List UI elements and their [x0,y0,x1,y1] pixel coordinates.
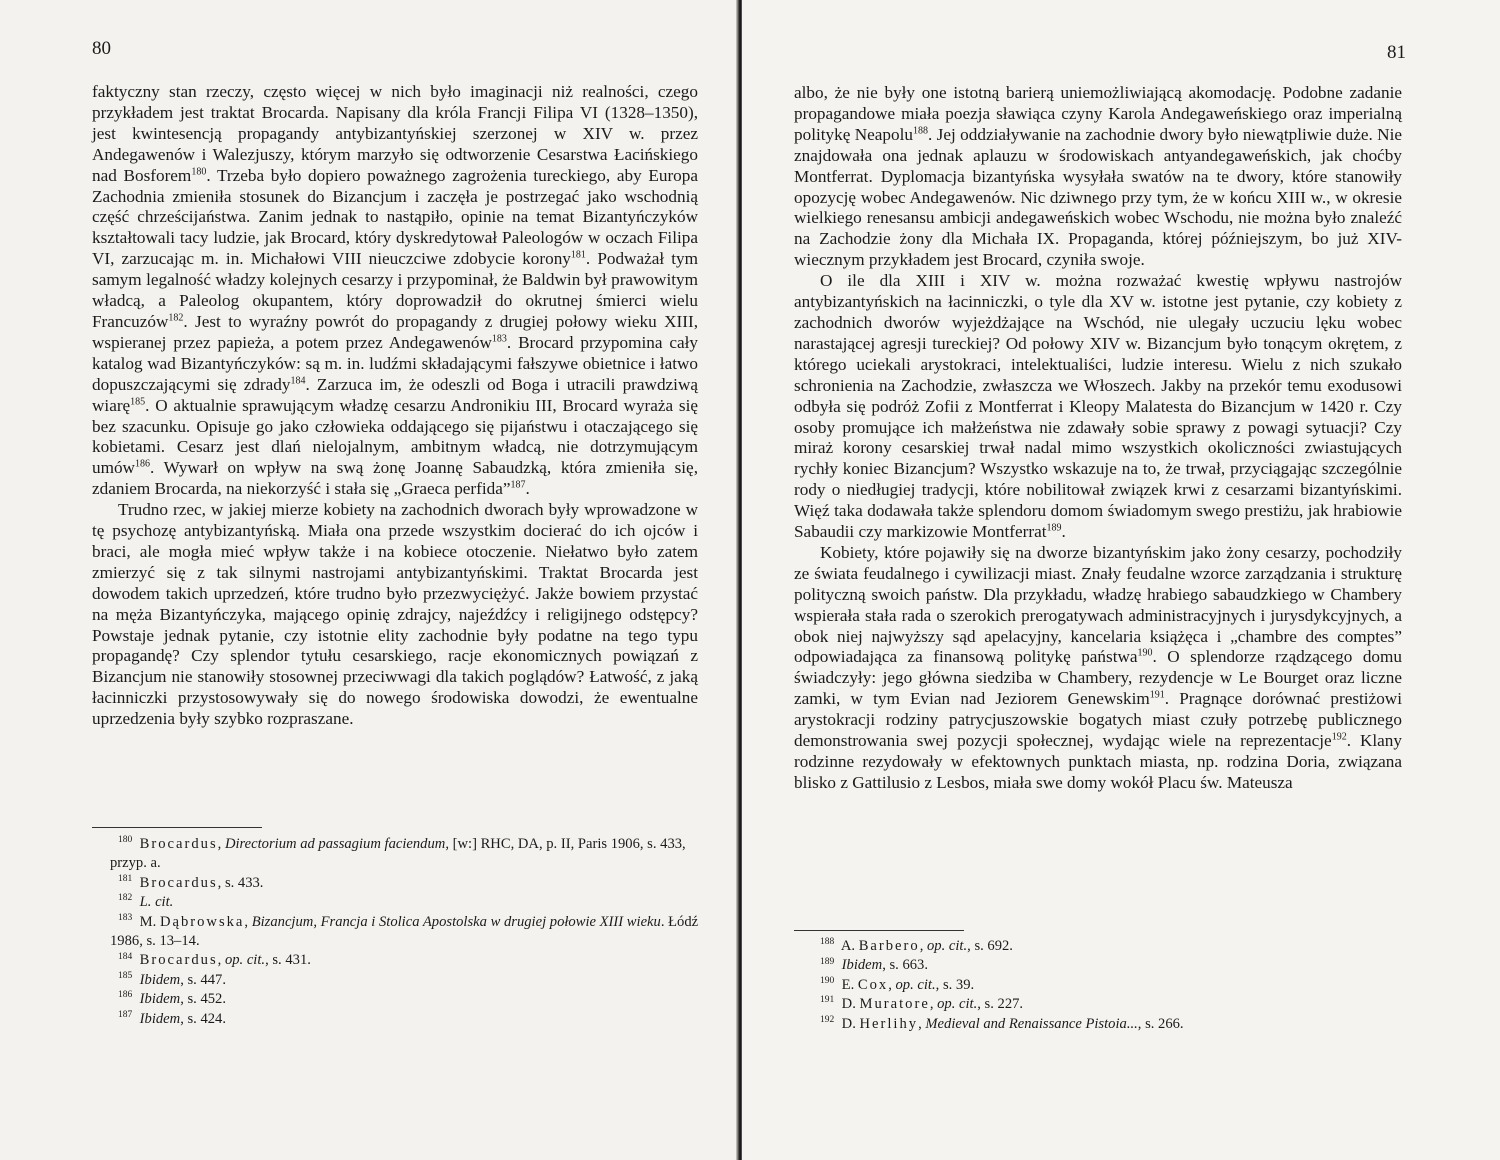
body-text [794,83,1402,794]
text-run: . Podważał tym samym legalność władzy kolejnych cesarzy i przypominał, że Baldwin był prawowitym władcą, a Paleolog okupantem, który doprowadził do okrutnej śmierci wielu Francuzów [92,249,698,331]
text-run: , [919,938,927,954]
text-run: , [929,996,938,1013]
italic-text: Bizancjum, Francja i Stolica Apostolska w drugiej połowie XIII wieku [251,913,661,930]
footnote-ref: 192 [1331,731,1347,743]
italic-text: Directorium ad passagium faciendum [224,836,446,852]
footnote: 182 L. cit. [118,893,174,911]
italic-text: op. cit. [937,996,978,1013]
text-run: . Jest to wyraźny powrót do propagandy z drugiej połowy wieku XIII, wspieranej przez papieża, a potem przez Andegawenów [92,311,698,352]
author-name: Herlihy [859,1015,919,1032]
italic-text: op. cit. [927,938,968,954]
footnote-ref: 181 [570,249,586,261]
italic-text: Ibidem [841,957,883,974]
italic-text: op. cit. [895,976,936,993]
footnote: 183 M. Dąbrowska, Bizancjum, Francja i Stolica Apostolska w drugiej połowie XIII wieku. Łódź 1986, s. 13–14. [110,912,699,950]
author-name: Brocardus [139,874,218,891]
footnote-ref: 182 [168,312,184,324]
footnote-ref: 185 [130,395,146,407]
footnotes [794,937,1402,1034]
text-run: , s. 692. [967,938,1013,954]
footnote: 184 Brocardus, op. cit., s. 431. [118,951,311,969]
paragraph [92,82,698,500]
author-name: Brocardus [139,952,218,969]
footnote-ref: 184 [290,374,306,386]
text-run: faktyczny stan rzeczy, często więcej w nich było imaginacji niż realności, czego przykładem jest traktat Brocarda. Napisany dla króla Francji Filipa VI (1328–1350), jest kwintesencją propagandy antybizantyńskiej szerzonej w XIV w. przez Andegawenów i Walezjuszy, którym marzyło się odtworzenie Cesarstwa Łacińskiego nad Bosforem [92,82,698,185]
text-run: , s. 447. [180,971,226,988]
author-name: Barbero [858,938,920,954]
text-run: . Łódź 1986, s. 13–14. [110,913,699,950]
text-run: O ile dla XIII i XIV w. można rozważać kwestię wpływu nastrojów antybizantyńskich na łacinniczki, o tyle dla XV w. istotne jest pytanie, czy kobiety z zachodnich dworów wyjeżdżające na Wschód, nie ulegały uczuciu lęku wobec narastającej agresji tureckiej? Od połowy XIV w. Bizancjum było tonącym okrętem, z którego uciekali arystokraci, intelektualiści, ludzie interesu. Wielu z nich szukało schronienia na Zachodzie, zwłaszcza we Włoszech. Jakby na przekór temu exodusowi odbyła się podróż Zofii z Montferrat i Kleopy Malatesta do Bizancjum w 1420 r. Czy osoby promujące ich małżeństwa nie zdawały sobie sprawy z powagi sytuacji? Czy miraż korony cesarskiej trwał nadal mimo wszystkich okoliczności zwiastujących rychły koniec Bizancjum? Wszystko wskazuje na to, że trwał, przyciągając szczególnie rody o niedługiej tradycji, które nobilitował związek krwi z cesarzami bizantyńskimi. Więź taka dodawała także splendoru domom świadomym swego prestiżu, jak hrabiowie Sabaudii czy markizowie Montferrat [794,271,1402,542]
paragraph [794,83,1402,271]
text-run: , s. 227. [977,996,1024,1013]
text-run: D. [841,1015,860,1032]
text-run: . [1061,522,1066,542]
text-run: . Zarzuca im, że odeszli od Boga i utracili prawdziwą wiarę [92,374,698,415]
footnote: 187 Ibidem, s. 424. [118,1009,226,1027]
text-run: , s. 452. [180,991,226,1008]
footnote-ref: 188 [912,125,928,137]
footnote: 192 D. Herlihy, Medieval and Renaissance Pistoia..., s. 266. [820,1014,1184,1032]
text-run: , [244,913,252,930]
author-name: Dąbrowska [159,913,245,930]
italic-text: Ibidem [139,971,181,988]
text-run: , s. 266. [1137,1015,1184,1032]
text-run: . Klany rodzinne rezydowały w efektownych punktach miasta, np. rodzina Doria, związana blisko z Gattilusio z Lesbos, miała swe domy wokół Placu św. Mateusza [794,731,1402,792]
footnote-ref: 187 [510,479,526,491]
footnote-rule [92,827,262,828]
footnote: 190 E. Cox, op. cit., s. 39. [820,975,975,993]
text-run: , [w:] RHC, DA, p. II, Paris 1906, s. 433, przyp. a. [110,836,686,872]
text-run: . O aktualnie sprawującym władzę cesarzu Andronikiu III, Brocard wyraża się bez szacunku. Opisuje go jako człowieka oddającego się pijaństwu i otaczającego się kobietami. Cesarz jest dlań nielojalnym, ambitnym władcą, nie dotrzymującym umów [92,395,698,478]
italic-text: L. cit. [139,894,174,911]
paragraph [92,500,698,730]
footnote-ref: 189 [1046,522,1062,534]
footnote-ref: 183 [491,333,507,345]
text-run: . O splendorze rządzącego domu świadczyły: jego główna siedziba w Chambery, rezydencje w Le Bourget oraz liczne zamki, w tym Evian nad Jeziorem Genewskim [794,647,1402,709]
text-run: , [217,952,225,969]
text-run: albo, że nie były one istotną barierą uniemożliwiającą akomodację. Podobne zadanie propagandowe miała poezja sławiąca czyny Karola Andegaweńskiego oraz imperialną politykę Neapolu [794,83,1402,144]
text-run: , s. 663. [882,957,928,974]
page-number: 81 [1387,42,1406,63]
text-run: . Jej oddziaływanie na zachodnie dwory było niewątpliwie duże. Nie znajdowała ona jednak aplauzu w środowiskach antyandegaweńskich, jak choćby Montferrat. Dyplomacja bizantyńska wysyłała swatów na te dwory, które stanowiły opozycję wobec Andegawenów. Nic dziwnego przy tym, że w końcu XIII w., w okresie wielkiego renesansu ambicji andegaweńskich wobec Wschodu, nie można było znaleźć na Zachodzie żony dla Michała IX. Propaganda, której późniejszym, bo już XIV-wiecznym przykładem jest Brocard, czyniła swoje. [794,124,1402,270]
text-run: , s. 39. [935,976,975,993]
footnote-ref: 191 [1149,689,1165,701]
text-run: A. [840,938,859,954]
italic-text: op. cit. [224,952,266,969]
footnote: 188 A. Barbero, op. cit., s. 692. [820,937,1013,954]
footnote-ref: 180 [191,165,207,177]
author-name: Cox [857,976,889,993]
footnote: 185 Ibidem, s. 447. [118,970,226,988]
text-run: . Trzeba było dopiero poważnego zagrożenia tureckiego, aby Europa Zachodnia zmieniła stosunek do Bizancjum i zaczęła je postrzegać jako wschodnią część chrześcijaństwa. Zanim jednak to nastąpiło, opinie na temat Bizantyńczyków kształtowali tacy ludzie, jak Brocard, który dyskredytował Paleologów w oczach Filipa VI, zarzucając m. in. Michałowi VIII nieuczciwe zdobycie korony [92,165,698,269]
text-run: , s. 431. [265,952,311,969]
text-run: Kobiety, które pojawiły się na dworze bizantyńskim jako żony cesarzy, pochodziły ze świata feudalnego i cywilizacji miast. Znały feudalne wzorce zarządzania i strukturę polityczną swoich państw. Dla przykładu, władzę hrabiego sabaudzkiego w Chambery wspierała stała rada o szerokich prerogatywach administracyjnych i jurysdykcyjnych, a obok niej najwyższy sąd apelacyjny, kancelaria książęca i „chambre des comptes” odpowiadająca za finansową politykę państwa [794,542,1402,667]
italic-text: Ibidem [139,991,181,1008]
author-name: Brocardus [139,836,218,852]
text-run: . Pragnące dorównać prestiżowi arystokracji rodziny patrycjuszowskie bogatych miast czuły potrzebę publicznego demonstrowania swej pozycji społecznej, wydając wiele na reprezentacje [794,689,1402,751]
text-run: , s. 433. [217,874,264,891]
text-run: Trudno rzec, w jakiej mierze kobiety na zachodnich dworach były wprowadzone w tę psychozę antybizantyńską. Miała ona przede wszystkim docierać do ich ojców i braci, ale mogła mieć wpływ także i na kobiece otoczenie. Niełatwo było zatem zmierzyć się z tak silnymi nastrojami antybizantyńskimi. Traktat Brocarda jest dowodem takich uprzedzeń, które trudno było przezwyciężyć. Jakże bowiem przystać na męża Bizantyńczyka, mającego opinię zdrajcy, najeźdźcy i religijnego odstępcy? Powstaje jednak pytanie, czy istotnie elity zachodnie były podatne na tego typu propagandę? Czy splendor tytułu cesarskiego, racje ekonomicznych powiązań z Bizancjum nie stanowiły stosownej przeciwwagi dla takich poglądów? Łatwość, z jaką łacinniczki przystosowywały się do nowego środowiska dowodzi, że ewentualne uprzedzenia były szybko rozpraszane. [92,500,698,729]
footnote-ref: 186 [134,458,150,470]
text-run: D. [841,996,860,1013]
body-text [92,82,698,730]
footnote: 181 Brocardus, s. 433. [118,873,264,891]
footnote: 191 D. Muratore, op. cit., s. 227. [820,995,1024,1013]
text-run: . Brocard przypomina cały katalog wad Bizantyńczyków: są m. in. ludźmi składającymi fałszywe obietnice i łatwo dopuszczającymi się zdrady [92,332,698,394]
text-run: , [918,1015,926,1032]
author-name: Muratore [859,996,930,1013]
text-run: , s. 424. [180,1010,226,1027]
paragraph [794,543,1402,794]
text-run: , [217,836,225,852]
text-run: E. [841,976,858,993]
footnote: 180 Brocardus, Directorium ad passagium faciendum, [w:] RHC, DA, p. II, Paris 1906, s. 433, przyp. a. [110,835,686,872]
text-run: . [525,479,530,499]
footnote-rule [794,930,964,931]
footnote: 189 Ibidem, s. 663. [820,956,928,974]
page-number: 80 [92,38,111,59]
left-page [0,0,738,1160]
italic-text: Medieval and Renaissance Pistoia... [925,1015,1138,1032]
footnotes [92,835,700,1029]
italic-text: Ibidem [139,1010,181,1027]
text-run: M. [139,913,160,930]
paragraph [794,271,1402,543]
right-page [742,0,1500,1160]
text-run: . Wywarł on wpływ na swą żonę Joannę Sabaudzką, która zmieniła się, zdaniem Brocarda, na niekorzyść i stała się „Graeca perfida” [92,458,698,499]
footnote: 186 Ibidem, s. 452. [118,990,226,1008]
footnote-ref: 190 [1137,647,1153,659]
text-run: , [888,976,896,993]
